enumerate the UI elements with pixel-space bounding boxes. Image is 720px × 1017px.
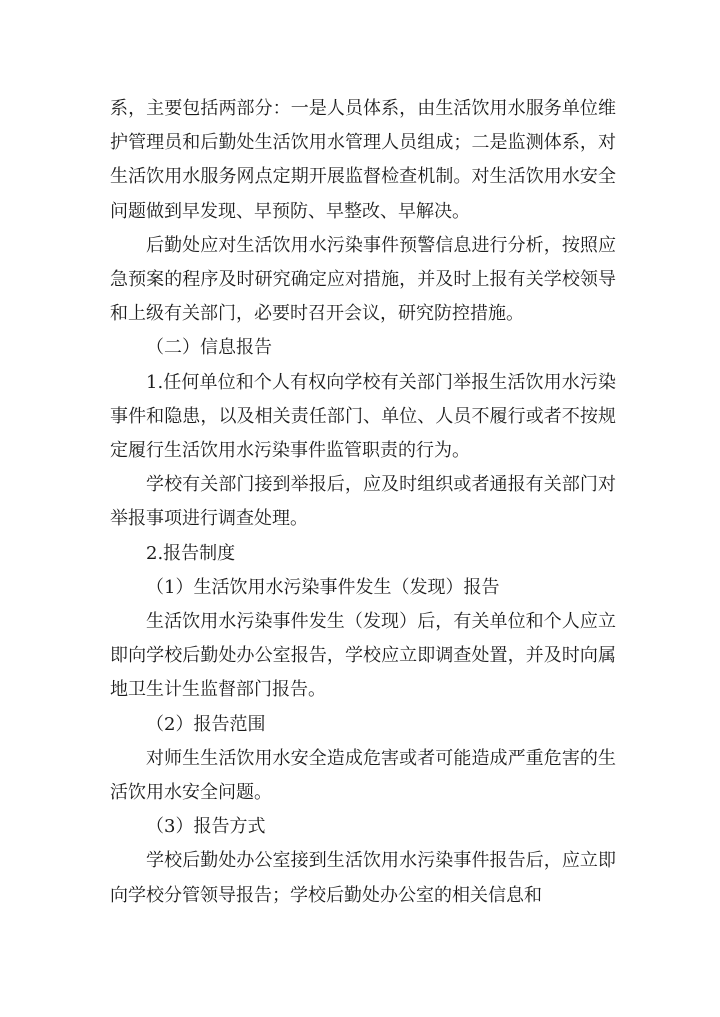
paragraph-incident-report: 生活饮用水污染事件发生（发现）后，有关单位和个人应立即向学校后勤处办公室报告，学校应立即调查处置，并及时向属地卫生计生监督部门报告。 bbox=[110, 611, 616, 701]
paragraph-report-scope: 对师生生活饮用水安全造成危害或者可能造成严重危害的生活饮用水安全问题。 bbox=[110, 747, 616, 804]
document-body bbox=[110, 92, 616, 913]
paragraph-monitoring-system: 系，主要包括两部分：一是人员体系，由生活饮用水服务单位维护管理员和后勤处生活饮用水管理人员组成；二是监测体系，对生活饮用水服务网点定期开展监督检查机制。对生活饮用水安全问题做到早发现、早预防、早整改、早解决。 bbox=[110, 98, 616, 222]
paragraph-warning-analysis: 后勤处应对生活饮用水污染事件预警信息进行分析，按照应急预案的程序及时研究确定应对措施，并及时上报有关学校领导和上级有关部门，必要时召开会议，研究防控措施。 bbox=[110, 234, 616, 325]
subheading-report-method: （3）报告方式 bbox=[146, 816, 266, 838]
subheading-incident-report: （1）生活饮用水污染事件发生（发现）报告 bbox=[146, 576, 500, 598]
subheading-report-scope: （2）报告范围 bbox=[146, 713, 266, 735]
section-heading-info-report: （二）信息报告 bbox=[146, 337, 272, 359]
subheading-report-system: 2.报告制度 bbox=[146, 542, 236, 564]
paragraph-report-method: 学校后勤处办公室接到生活饮用水污染事件报告后，应立即向学校分管领导报告；学校后勤处办公室的相关信息和 bbox=[110, 850, 616, 906]
paragraph-right-to-report: 1.任何单位和个人有权向学校有关部门举报生活饮用水污染事件和隐患，以及相关责任部门、单位、人员不履行或者不按规定履行生活饮用水污染事件监管职责的行为。 bbox=[110, 371, 616, 462]
paragraph-report-handling: 学校有关部门接到举报后，应及时组织或者通报有关部门对举报事项进行调查处理。 bbox=[110, 474, 616, 530]
